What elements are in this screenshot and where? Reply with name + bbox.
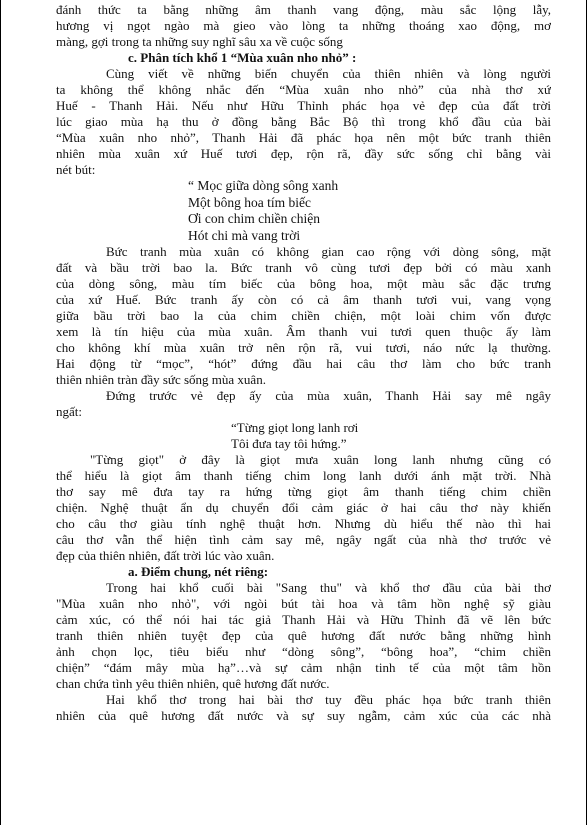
text-line: Cùng viết về những biến chuyển của thiên nhiên và lòng người [106, 66, 551, 81]
text-line: nhiên của quê hương đất nước và sự suy ngẫm, cảm xúc của các nhà [56, 708, 551, 724]
text-line: nhiên mùa xuân xứ Huế tươi đẹp, rộn rã, đầy sức sống chỉ bằng vài [56, 146, 551, 161]
text-line: chan chứa tình yêu thiên nhiên, quê hương đất nước. [56, 676, 330, 692]
poem-line: “Từng giọt long lanh rơi [231, 420, 359, 436]
text-line: ảnh chọn lọc, tiêu biểu như “dòng sông”, “bông hoa”, “chim chiền [56, 644, 551, 660]
text-line: nét bút: [56, 162, 96, 177]
text-line: thiên nhiên tràn đầy sức sống mùa xuân. [56, 372, 266, 388]
document-body [56, 2, 551, 724]
text-line: cảm xúc, có thể nói hai tác giả Thanh Hải và Hữu Thỉnh đã vẽ lên bức [56, 612, 551, 628]
poem-line: Một bông hoa tím biếc [188, 194, 311, 210]
text-line: "Mùa xuân nho nhỏ", với ngòi bút tài hoa và tâm hồn nghệ sỹ giàu [56, 596, 551, 612]
text-line: cho không khí mùa xuân trở nên rộn rã, vui tươi, náo nức lạ thường. [56, 340, 551, 356]
text-line: Hai khổ thơ trong hai bài thơ tuy đều phác họa bức tranh thiên [106, 692, 551, 708]
poem-line: Ơi con chim chiền chiện [188, 211, 320, 227]
text-line: xem là tín hiệu của mùa xuân. Âm thanh vui tươi quen thuộc ấy làm [56, 324, 551, 340]
text-line: Bức tranh mùa xuân có không gian cao rộng với dòng sông, mặt [106, 244, 551, 260]
text-line: đánh thức ta bằng những âm thanh vang động, màu sắc lộng lẫy, [56, 2, 551, 17]
text-line: chiện. Nghệ thuật ẩn dụ chuyển đổi cảm giác ở hai câu thơ này khiến [56, 500, 551, 516]
section-heading: a. Điểm chung, nét riêng: [128, 564, 269, 580]
text-line: của dòng sông, màu tím biếc của bông hoa, một màu sắc đặc trưng [56, 276, 551, 292]
text-line: "Từng giọt" ở đây là giọt mưa xuân long lanh nhưng cũng có [90, 452, 551, 468]
poem-line: “ Mọc giữa dòng sông xanh [188, 178, 339, 193]
text-line: chiện” “đám mây mùa hạ”…và sự cảm nhận tinh tế của một tâm hồn [56, 660, 551, 676]
text-line: ta không thể không nhắc đến “Mùa xuân nho nhỏ” của nhà thơ xứ [56, 82, 551, 97]
text-line: đẹp của thiên nhiên, đất trời lúc vào xuân. [56, 548, 275, 564]
text-line: của xứ Huế. Bức tranh ấy còn có cả âm thanh tươi vui, vang vọng [56, 292, 551, 308]
text-line: tranh thiên nhiên tuyệt đẹp của quê hương đất nước bằng những hình [56, 628, 551, 644]
text-line: thể hiểu là giọt âm thanh tiếng chim long lanh dưới ánh mặt trời. Nhà [56, 468, 551, 484]
text-line: cho câu thơ giàu tính nghệ thuật hơn. Nhưng dù hiểu thế nào thì hai [56, 516, 551, 532]
text-line: Hai động từ “mọc”, “hót” đứng đầu hai câu thơ làm cho bức tranh [56, 356, 551, 372]
text-line: Đứng trước vẻ đẹp ấy của mùa xuân, Thanh Hải say mê ngây [106, 388, 551, 404]
text-line: lúc giao mùa hạ thu ở đồng bằng Bắc Bộ thì trong khổ đầu của bài [56, 114, 551, 129]
text-line: Huế - Thanh Hải. Nếu như Hữu Thỉnh phác họa vẻ đẹp của đất trời [56, 98, 551, 113]
text-line: màng, gợi trong ta những suy nghĩ sâu xa về cuộc sống [56, 34, 343, 49]
text-line: hương vị ngọt ngào mà gieo vào lòng ta những thoáng xao động, mơ [56, 18, 551, 33]
text-line: giữa bầu trời bao la của chim chiền chiện, một loài chim vốn được [56, 308, 551, 324]
text-line: thơ say mê đưa tay ra hứng từng giọt âm thanh tiếng chim chiền [56, 484, 551, 500]
poem-line: Hót chi mà vang trời [188, 227, 301, 243]
text-line: ngất: [56, 404, 82, 420]
text-line: Trong hai khổ cuối bài "Sang thu" và khổ thơ đầu của bài thơ [106, 580, 551, 596]
text-line: đất và bầu trời bao la. Bức tranh vô cùng tươi đẹp bởi có màu xanh [56, 260, 551, 276]
poem-line: Tôi đưa tay tôi hứng.” [231, 436, 347, 452]
section-heading: c. Phân tích khổ 1 “Mùa xuân nho nhỏ” : [128, 50, 357, 65]
text-line: “Mùa xuân nho nhỏ”, Thanh Hải đã phác họa nên một bức tranh thiên [56, 130, 551, 145]
text-line: câu thơ vẫn thể hiện tình cảm say mê, ngây ngất của nhà thơ trước vẻ [56, 532, 551, 548]
